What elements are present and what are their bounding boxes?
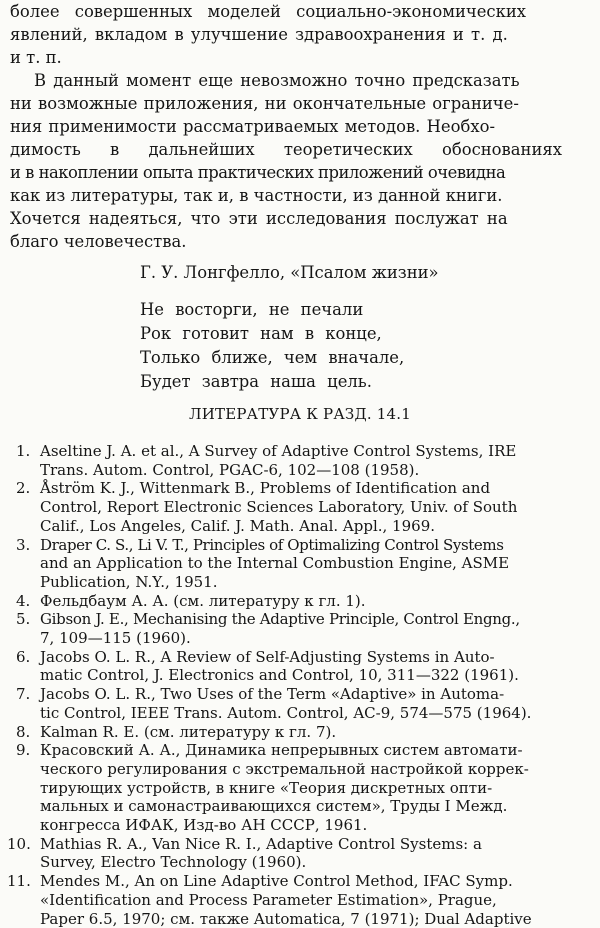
literature-heading: ЛИТЕРАТУРА К РАЗД. 14.1 bbox=[189, 405, 411, 423]
reference-line: Jacobs O. L. R., Two Uses of the Term «Adaptive» in Automa- bbox=[40, 685, 505, 704]
paragraph-conclusion bbox=[10, 69, 593, 253]
reference-number: 2. bbox=[16, 479, 31, 498]
poem-line: Рок готовит нам в конце, bbox=[140, 324, 382, 343]
reference-list bbox=[0, 442, 600, 928]
reference-line: конгресса ИФАК, Изд-во АН СССР, 1961. bbox=[40, 816, 368, 835]
reference-number: 10. bbox=[7, 834, 31, 853]
reference-line: тирующих устройств, в книге «Теория дискретных опти- bbox=[40, 778, 493, 797]
poem-line: Не восторги, не печали bbox=[140, 300, 364, 319]
text-line: ни возможные приложения, ни окончательные ограниче- bbox=[10, 94, 519, 113]
text-line: димость в дальнейших теоретических обоснованиях bbox=[10, 140, 562, 159]
reference-item bbox=[0, 741, 600, 835]
text-line: ния применимости рассматриваемых методов. Необхо- bbox=[10, 117, 495, 136]
paragraph-continuation bbox=[10, 0, 593, 69]
text-line: более совершенных моделей социально-экономических bbox=[10, 2, 527, 21]
reference-line: 7, 109—115 (1960). bbox=[40, 629, 191, 648]
text-line: и т. п. bbox=[10, 48, 62, 67]
reference-item bbox=[0, 479, 600, 535]
reference-item bbox=[0, 610, 600, 647]
reference-line: Draper C. S., Li V. T., Principles of Optimalizing Control Systems bbox=[40, 535, 504, 554]
reference-line: Paper 6.5, 1970; см. также Automatica, 7 (1971); Dual Adaptive bbox=[40, 909, 532, 928]
reference-line: Calif., Los Angeles, Calif. J. Math. Anal. Appl., 1969. bbox=[40, 516, 436, 535]
text-line: и в накоплении опыта практических приложений очевидна bbox=[10, 163, 506, 182]
reference-line: Mendes M., An on Line Adaptive Control Method, IFAC Symp. bbox=[40, 872, 513, 891]
reference-item bbox=[0, 442, 600, 479]
reference-item bbox=[0, 872, 600, 928]
reference-number: 1. bbox=[16, 442, 31, 460]
text-line: явлений, вкладом в улучшение здравоохранения и т. д. bbox=[10, 25, 508, 44]
reference-line: ческого регулирования с экстремальной настройкой коррек- bbox=[40, 759, 529, 778]
reference-line: мальных и самонастраивающихся систем», Труды I Межд. bbox=[40, 797, 508, 816]
reference-line: tic Control, IEEE Trans. Autom. Control, AC-9, 574—575 (1964). bbox=[40, 703, 532, 722]
reference-line: Control, Report Electronic Sciences Laboratory, Univ. of South bbox=[40, 498, 518, 517]
reference-item bbox=[0, 723, 600, 742]
reference-line: Gibson J. E., Mechanising the Adaptive Principle, Control Engng., bbox=[40, 610, 520, 629]
reference-item bbox=[0, 536, 600, 592]
text-line: В данный момент еще невозможно точно предсказать bbox=[34, 71, 520, 90]
reference-line: Publication, N.Y., 1951. bbox=[40, 572, 218, 591]
text-line: благо человечества. bbox=[10, 232, 187, 251]
poem-line: Будет завтра наша цель. bbox=[140, 372, 372, 391]
reference-line: and an Application to the Internal Combustion Engine, ASME bbox=[40, 554, 510, 573]
reference-number: 7. bbox=[16, 685, 31, 704]
reference-number: 8. bbox=[16, 722, 31, 741]
reference-line: Фельдбаум А. А. (см. литературу к гл. 1). bbox=[40, 591, 366, 610]
text-line: как из литературы, так и, в частности, из данной книги. bbox=[10, 186, 503, 205]
reference-line: Aseltine J. A. et al., A Survey of Adaptive Control Systems, IRE bbox=[40, 442, 517, 460]
reference-line: matic Control, J. Electronics and Control, 10, 311—322 (1961). bbox=[40, 666, 519, 685]
reference-line: Trans. Autom. Control, PGAC-6, 102—108 (1958). bbox=[40, 460, 420, 479]
reference-line: Åström K. J., Wittenmark B., Problems of Identification and bbox=[40, 479, 491, 498]
reference-number: 4. bbox=[16, 591, 31, 610]
reference-item bbox=[0, 835, 600, 872]
reference-number: 5. bbox=[16, 610, 31, 629]
reference-number: 11. bbox=[7, 872, 31, 891]
reference-number: 3. bbox=[16, 535, 31, 554]
reference-item bbox=[0, 648, 600, 685]
poem-line: Только ближе, чем вначале, bbox=[140, 348, 405, 367]
epigraph-title: Г. У. Лонгфелло, «Псалом жизни» bbox=[140, 263, 439, 282]
reference-line: Survey, Electro Technology (1960). bbox=[40, 853, 307, 872]
reference-line: Jacobs O. L. R., A Review of Self-Adjusting Systems in Auto- bbox=[40, 647, 495, 666]
reference-line: Mathias R. A., Van Nice R. I., Adaptive Control Systems: a bbox=[40, 834, 482, 853]
reference-item bbox=[0, 685, 600, 722]
text-line: Хочется надеяться, что эти исследования послужат на bbox=[10, 209, 508, 228]
reference-line: Красовский А. А., Динамика непрерывных систем автомати- bbox=[40, 741, 523, 760]
reference-line: Kalman R. E. (см. литературу к гл. 7). bbox=[40, 722, 337, 741]
reference-item bbox=[0, 592, 600, 611]
reference-number: 9. bbox=[16, 741, 31, 760]
reference-line: «Identification and Process Parameter Estimation», Prague, bbox=[40, 890, 497, 909]
reference-number: 6. bbox=[16, 647, 31, 666]
epigraph-poem bbox=[140, 298, 404, 394]
